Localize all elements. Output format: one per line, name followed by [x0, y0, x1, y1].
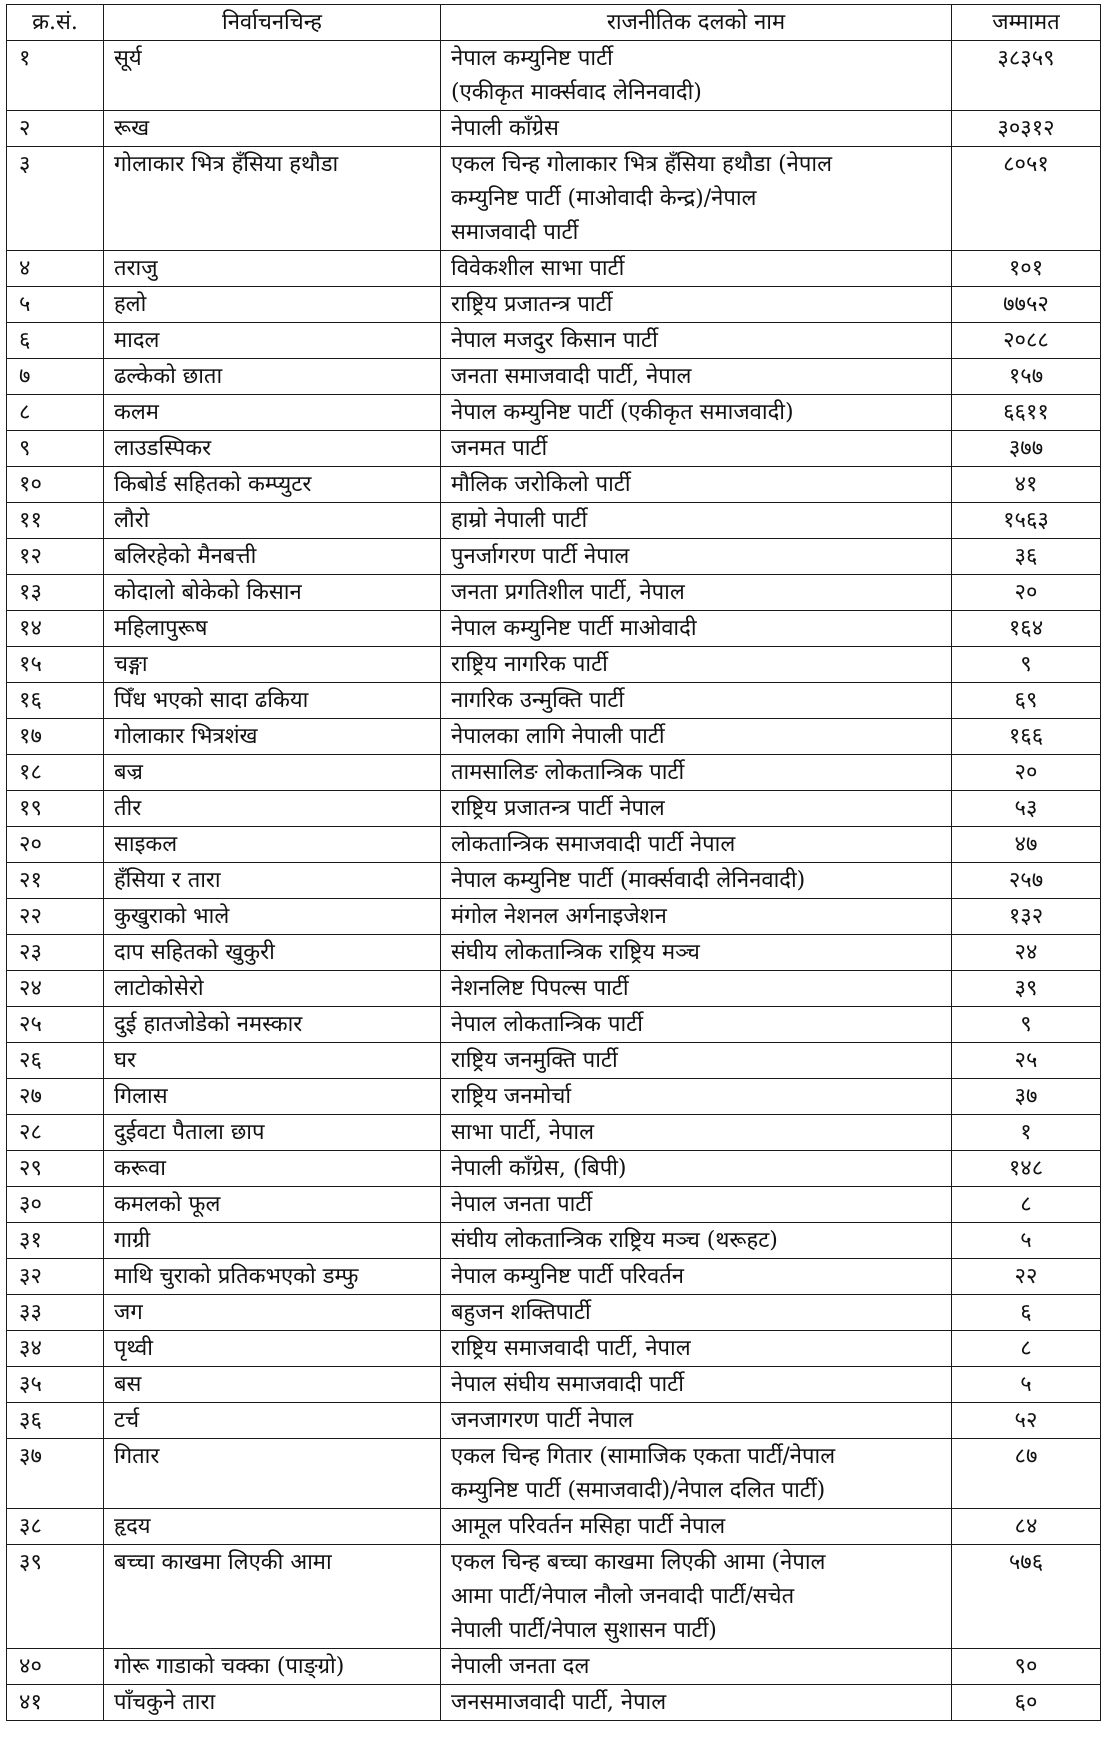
party-cell: [441, 1043, 952, 1079]
serial-cell: १३: [7, 575, 104, 611]
table-row: [7, 539, 1101, 575]
symbol-cell: बज्र: [104, 755, 441, 791]
serial-cell: ९: [7, 431, 104, 467]
symbol-cell: चङ्गा: [104, 647, 441, 683]
party-name-line: नेपाल कम्युनिष्ट पार्टी माओवादी: [451, 616, 697, 641]
votes-cell: ५: [952, 1367, 1101, 1403]
party-cell: [441, 935, 952, 971]
party-name-line: नेपालका लागि नेपाली पार्टी: [451, 724, 665, 749]
votes-cell: ४७: [952, 827, 1101, 863]
serial-cell: ३७: [7, 1439, 104, 1509]
party-name-line: संघीय लोकतान्त्रिक राष्ट्रिय मञ्च (थरूहट): [451, 1228, 778, 1253]
party-name-line: लोकतान्त्रिक समाजवादी पार्टी नेपाल: [451, 832, 736, 857]
party-name-line: नागरिक उन्मुक्ति पार्टी: [451, 688, 625, 713]
table-header: [7, 5, 1101, 41]
votes-cell: १: [952, 1115, 1101, 1151]
table-row: [7, 1295, 1101, 1331]
party-cell: [441, 359, 952, 395]
votes-cell: ४१: [952, 467, 1101, 503]
serial-cell: १: [7, 41, 104, 111]
symbol-cell: घर: [104, 1043, 441, 1079]
table-row: [7, 863, 1101, 899]
symbol-cell: गितार: [104, 1439, 441, 1509]
party-name-line: राष्ट्रिय नागरिक पार्टी: [451, 652, 608, 677]
serial-cell: ३८: [7, 1509, 104, 1545]
party-cell: [441, 1331, 952, 1367]
table-row: [7, 503, 1101, 539]
party-name-line: राष्ट्रिय प्रजातन्त्र पार्टी: [451, 292, 613, 317]
serial-cell: ४: [7, 251, 104, 287]
serial-cell: ३५: [7, 1367, 104, 1403]
party-cell: [441, 1649, 952, 1685]
symbol-cell: किबोर्ड सहितको कम्प्युटर: [104, 467, 441, 503]
party-name-line: जनसमाजवादी पार्टी, नेपाल: [451, 1690, 667, 1715]
table-row: [7, 971, 1101, 1007]
party-cell: [441, 1007, 952, 1043]
votes-cell: २०: [952, 755, 1101, 791]
party-cell: [441, 1367, 952, 1403]
serial-cell: १६: [7, 683, 104, 719]
symbol-cell: लाटोकोसेरो: [104, 971, 441, 1007]
header-serial: क्र.सं.: [7, 5, 104, 41]
table-row: [7, 431, 1101, 467]
serial-cell: ११: [7, 503, 104, 539]
party-name-line: तामसालिङ लोकतान्त्रिक पार्टी: [451, 760, 685, 785]
header-row: [7, 5, 1101, 41]
party-cell: [441, 719, 952, 755]
symbol-cell: बलिरहेको मैनबत्ती: [104, 539, 441, 575]
serial-cell: १८: [7, 755, 104, 791]
serial-cell: १४: [7, 611, 104, 647]
table-row: [7, 1187, 1101, 1223]
serial-cell: २४: [7, 971, 104, 1007]
votes-cell: १४८: [952, 1151, 1101, 1187]
table-row: [7, 1223, 1101, 1259]
party-cell: [441, 611, 952, 647]
table-row: [7, 147, 1101, 251]
party-name-line: नेपाल कम्युनिष्ट पार्टी (मार्क्सवादी लेनिनवादी): [451, 868, 806, 893]
serial-cell: ३०: [7, 1187, 104, 1223]
party-cell: [441, 1187, 952, 1223]
symbol-cell: गोलाकार भित्र हँसिया हथौडा: [104, 147, 441, 251]
party-cell: [441, 41, 952, 111]
votes-cell: ६०: [952, 1685, 1101, 1721]
symbol-cell: बच्चा काखमा लिएकी आमा: [104, 1545, 441, 1649]
party-name-line: एकल चिन्ह गितार (सामाजिक एकता पार्टी/नेपाल: [451, 1444, 836, 1469]
results-sheet: [6, 4, 1100, 1721]
party-cell: [441, 863, 952, 899]
votes-cell: १३२: [952, 899, 1101, 935]
table-row: [7, 359, 1101, 395]
table-row: [7, 1685, 1101, 1721]
party-cell: [441, 1439, 952, 1509]
symbol-cell: साइकल: [104, 827, 441, 863]
votes-cell: २५: [952, 1043, 1101, 1079]
table-row: [7, 1079, 1101, 1115]
party-name-line: हाम्रो नेपाली पार्टी: [451, 508, 588, 533]
serial-cell: १७: [7, 719, 104, 755]
party-name-line: एकल चिन्ह गोलाकार भित्र हँसिया हथौडा (नेपाल: [451, 152, 832, 177]
votes-cell: ६९: [952, 683, 1101, 719]
party-cell: [441, 287, 952, 323]
header-votes: जम्मामत: [952, 5, 1101, 41]
party-cell: [441, 683, 952, 719]
votes-cell: ९: [952, 647, 1101, 683]
serial-cell: २२: [7, 899, 104, 935]
table-row: [7, 467, 1101, 503]
serial-cell: २७: [7, 1079, 104, 1115]
party-cell: [441, 791, 952, 827]
table-row: [7, 719, 1101, 755]
party-name-line: आमूल परिवर्तन मसिहा पार्टी नेपाल: [451, 1514, 726, 1539]
table-row: [7, 1115, 1101, 1151]
symbol-cell: दाप सहितको खुकुरी: [104, 935, 441, 971]
votes-cell: ३७७: [952, 431, 1101, 467]
party-name-line: एकल चिन्ह बच्चा काखमा लिएकी आमा (नेपाल: [451, 1550, 826, 1575]
party-name-line: नेपाली काँग्रेस: [451, 116, 559, 141]
table-row: [7, 395, 1101, 431]
serial-cell: ३३: [7, 1295, 104, 1331]
serial-cell: ४०: [7, 1649, 104, 1685]
votes-cell: ३०३१२: [952, 111, 1101, 147]
party-name-line: बहुजन शक्तिपार्टी: [451, 1300, 591, 1325]
table-row: [7, 647, 1101, 683]
symbol-cell: जग: [104, 1295, 441, 1331]
table-row: [7, 935, 1101, 971]
votes-cell: ५३: [952, 791, 1101, 827]
symbol-cell: सूर्य: [104, 41, 441, 111]
party-name-line: साभा पार्टी, नेपाल: [451, 1120, 595, 1145]
table-row: [7, 251, 1101, 287]
table-row: [7, 1259, 1101, 1295]
party-name-line: नेशनलिष्ट पिपल्स पार्टी: [451, 976, 629, 1001]
party-cell: [441, 1115, 952, 1151]
votes-cell: १५६३: [952, 503, 1101, 539]
votes-cell: ९०: [952, 1649, 1101, 1685]
serial-cell: १५: [7, 647, 104, 683]
votes-cell: २०८८: [952, 323, 1101, 359]
table-row: [7, 791, 1101, 827]
table-row: [7, 1367, 1101, 1403]
serial-cell: ३२: [7, 1259, 104, 1295]
symbol-cell: तीर: [104, 791, 441, 827]
votes-cell: १६६: [952, 719, 1101, 755]
serial-cell: २५: [7, 1007, 104, 1043]
table-row: [7, 611, 1101, 647]
party-name-line: नेपाल लोकतान्त्रिक पार्टी: [451, 1012, 643, 1037]
party-cell: [441, 503, 952, 539]
votes-cell: २०: [952, 575, 1101, 611]
symbol-cell: कलम: [104, 395, 441, 431]
symbol-cell: कुखुराको भाले: [104, 899, 441, 935]
table-row: [7, 1043, 1101, 1079]
party-name-line: नेपाल कम्युनिष्ट पार्टी परिवर्तन: [451, 1264, 685, 1289]
party-name-line: जनजागरण पार्टी नेपाल: [451, 1408, 634, 1433]
party-name-line: जनता समाजवादी पार्टी, नेपाल: [451, 364, 692, 389]
party-cell: [441, 899, 952, 935]
party-cell: [441, 111, 952, 147]
votes-cell: २४: [952, 935, 1101, 971]
table-row: [7, 1649, 1101, 1685]
symbol-cell: तराजु: [104, 251, 441, 287]
party-cell: [441, 251, 952, 287]
votes-cell: ३६: [952, 539, 1101, 575]
party-cell: [441, 1403, 952, 1439]
votes-cell: ५: [952, 1223, 1101, 1259]
symbol-cell: गोरू गाडाको चक्का (पाङ्ग्रो): [104, 1649, 441, 1685]
party-name-line: राष्ट्रिय समाजवादी पार्टी, नेपाल: [451, 1336, 691, 1361]
serial-cell: १०: [7, 467, 104, 503]
party-votes-table: [6, 4, 1101, 1721]
party-cell: [441, 467, 952, 503]
party-name-line: कम्युनिष्ट पार्टी (माओवादी केन्द्र)/नेपाल: [451, 186, 757, 211]
serial-cell: ४१: [7, 1685, 104, 1721]
symbol-cell: कोदालो बोकेको किसान: [104, 575, 441, 611]
party-name-line: राष्ट्रिय जनमोर्चा: [451, 1084, 572, 1109]
table-row: [7, 683, 1101, 719]
party-cell: [441, 147, 952, 251]
symbol-cell: गोलाकार भित्रशंख: [104, 719, 441, 755]
table-body: [7, 41, 1101, 1721]
symbol-cell: रूख: [104, 111, 441, 147]
votes-cell: १०१: [952, 251, 1101, 287]
symbol-cell: बस: [104, 1367, 441, 1403]
votes-cell: ८०५१: [952, 147, 1101, 251]
header-party: राजनीतिक दलको नाम: [441, 5, 952, 41]
votes-cell: ७७५२: [952, 287, 1101, 323]
party-cell: [441, 827, 952, 863]
table-row: [7, 1151, 1101, 1187]
table-row: [7, 1509, 1101, 1545]
table-row: [7, 1331, 1101, 1367]
symbol-cell: टर्च: [104, 1403, 441, 1439]
symbol-cell: हृदय: [104, 1509, 441, 1545]
table-row: [7, 1403, 1101, 1439]
table-row: [7, 323, 1101, 359]
party-cell: [441, 1079, 952, 1115]
party-cell: [441, 1295, 952, 1331]
symbol-cell: हँसिया र तारा: [104, 863, 441, 899]
symbol-cell: पाँचकुने तारा: [104, 1685, 441, 1721]
serial-cell: २८: [7, 1115, 104, 1151]
party-name-line: समाजवादी पार्टी: [451, 220, 579, 245]
table-row: [7, 575, 1101, 611]
votes-cell: ३७: [952, 1079, 1101, 1115]
symbol-cell: ढल्केको छाता: [104, 359, 441, 395]
party-name-line: नेपाली जनता दल: [451, 1654, 590, 1679]
party-name-line: राष्ट्रिय प्रजातन्त्र पार्टी नेपाल: [451, 796, 665, 821]
party-name-line: पुनर्जागरण पार्टी नेपाल: [451, 544, 630, 569]
table-row: [7, 287, 1101, 323]
party-name-line: नेपाली पार्टी/नेपाल सुशासन पार्टी): [451, 1618, 717, 1643]
votes-cell: ८७: [952, 1439, 1101, 1509]
table-row: [7, 1545, 1101, 1649]
votes-cell: ८: [952, 1331, 1101, 1367]
votes-cell: ६६११: [952, 395, 1101, 431]
party-cell: [441, 539, 952, 575]
votes-cell: १६४: [952, 611, 1101, 647]
votes-cell: ६: [952, 1295, 1101, 1331]
party-name-line: नेपाली काँग्रेस, (बिपी): [451, 1156, 627, 1181]
symbol-cell: कमलको फूल: [104, 1187, 441, 1223]
serial-cell: २१: [7, 863, 104, 899]
party-name-line: आमा पार्टी/नेपाल नौलो जनवादी पार्टी/सचेत: [451, 1584, 795, 1609]
party-cell: [441, 1545, 952, 1649]
party-cell: [441, 575, 952, 611]
party-name-line: मंगोल नेशनल अर्गनाइजेशन: [451, 904, 667, 929]
symbol-cell: महिलापुरूष: [104, 611, 441, 647]
table-row: [7, 111, 1101, 147]
symbol-cell: गाग्री: [104, 1223, 441, 1259]
party-name-line: मौलिक जरोकिलो पार्टी: [451, 472, 631, 497]
symbol-cell: करूवा: [104, 1151, 441, 1187]
party-name-line: राष्ट्रिय जनमुक्ति पार्टी: [451, 1048, 618, 1073]
party-name-line: कम्युनिष्ट पार्टी (समाजवादी)/नेपाल दलित पार्टी): [451, 1478, 826, 1503]
table-row: [7, 41, 1101, 111]
party-cell: [441, 1151, 952, 1187]
party-cell: [441, 323, 952, 359]
votes-cell: २५७: [952, 863, 1101, 899]
symbol-cell: लौरो: [104, 503, 441, 539]
serial-cell: ३६: [7, 1403, 104, 1439]
votes-cell: २२: [952, 1259, 1101, 1295]
votes-cell: ८४: [952, 1509, 1101, 1545]
table-row: [7, 827, 1101, 863]
party-name-line: नेपाल कम्युनिष्ट पार्टी: [451, 46, 613, 71]
party-cell: [441, 1223, 952, 1259]
party-cell: [441, 1685, 952, 1721]
symbol-cell: हलो: [104, 287, 441, 323]
party-name-line: नेपाल मजदुर किसान पार्टी: [451, 328, 658, 353]
votes-cell: ५२: [952, 1403, 1101, 1439]
serial-cell: १२: [7, 539, 104, 575]
serial-cell: ७: [7, 359, 104, 395]
table-row: [7, 1439, 1101, 1509]
symbol-cell: मादल: [104, 323, 441, 359]
party-name-line: जनमत पार्टी: [451, 436, 548, 461]
symbol-cell: गिलास: [104, 1079, 441, 1115]
serial-cell: ८: [7, 395, 104, 431]
party-cell: [441, 971, 952, 1007]
party-cell: [441, 395, 952, 431]
party-name-line: विवेकशील साभा पार्टी: [451, 256, 625, 281]
serial-cell: २९: [7, 1151, 104, 1187]
symbol-cell: लाउडस्पिकर: [104, 431, 441, 467]
party-cell: [441, 1509, 952, 1545]
party-name-line: (एकीकृत मार्क्सवाद लेनिनवादी): [451, 80, 702, 105]
serial-cell: २०: [7, 827, 104, 863]
party-name-line: नेपाल संघीय समाजवादी पार्टी: [451, 1372, 684, 1397]
votes-cell: ५७६: [952, 1545, 1101, 1649]
votes-cell: ९: [952, 1007, 1101, 1043]
party-cell: [441, 755, 952, 791]
serial-cell: २३: [7, 935, 104, 971]
symbol-cell: पिँध भएको सादा ढकिया: [104, 683, 441, 719]
votes-cell: १५७: [952, 359, 1101, 395]
party-name-line: जनता प्रगतिशील पार्टी, नेपाल: [451, 580, 685, 605]
serial-cell: ३: [7, 147, 104, 251]
symbol-cell: पृथ्वी: [104, 1331, 441, 1367]
symbol-cell: दुई हातजोडेको नमस्कार: [104, 1007, 441, 1043]
serial-cell: २: [7, 111, 104, 147]
serial-cell: २६: [7, 1043, 104, 1079]
party-name-line: नेपाल कम्युनिष्ट पार्टी (एकीकृत समाजवादी): [451, 400, 794, 425]
serial-cell: ५: [7, 287, 104, 323]
serial-cell: ३९: [7, 1545, 104, 1649]
symbol-cell: माथि चुराको प्रतिकभएको डम्फु: [104, 1259, 441, 1295]
votes-cell: ३९: [952, 971, 1101, 1007]
party-name-line: संघीय लोकतान्त्रिक राष्ट्रिय मञ्च: [451, 940, 700, 965]
serial-cell: ३४: [7, 1331, 104, 1367]
votes-cell: ३८३५९: [952, 41, 1101, 111]
party-name-line: नेपाल जनता पार्टी: [451, 1192, 593, 1217]
serial-cell: १९: [7, 791, 104, 827]
table-row: [7, 755, 1101, 791]
party-cell: [441, 647, 952, 683]
table-row: [7, 1007, 1101, 1043]
serial-cell: ३१: [7, 1223, 104, 1259]
header-symbol: निर्वाचनचिन्ह: [104, 5, 441, 41]
symbol-cell: दुईवटा पैताला छाप: [104, 1115, 441, 1151]
serial-cell: ६: [7, 323, 104, 359]
party-cell: [441, 1259, 952, 1295]
table-row: [7, 899, 1101, 935]
votes-cell: ८: [952, 1187, 1101, 1223]
party-cell: [441, 431, 952, 467]
